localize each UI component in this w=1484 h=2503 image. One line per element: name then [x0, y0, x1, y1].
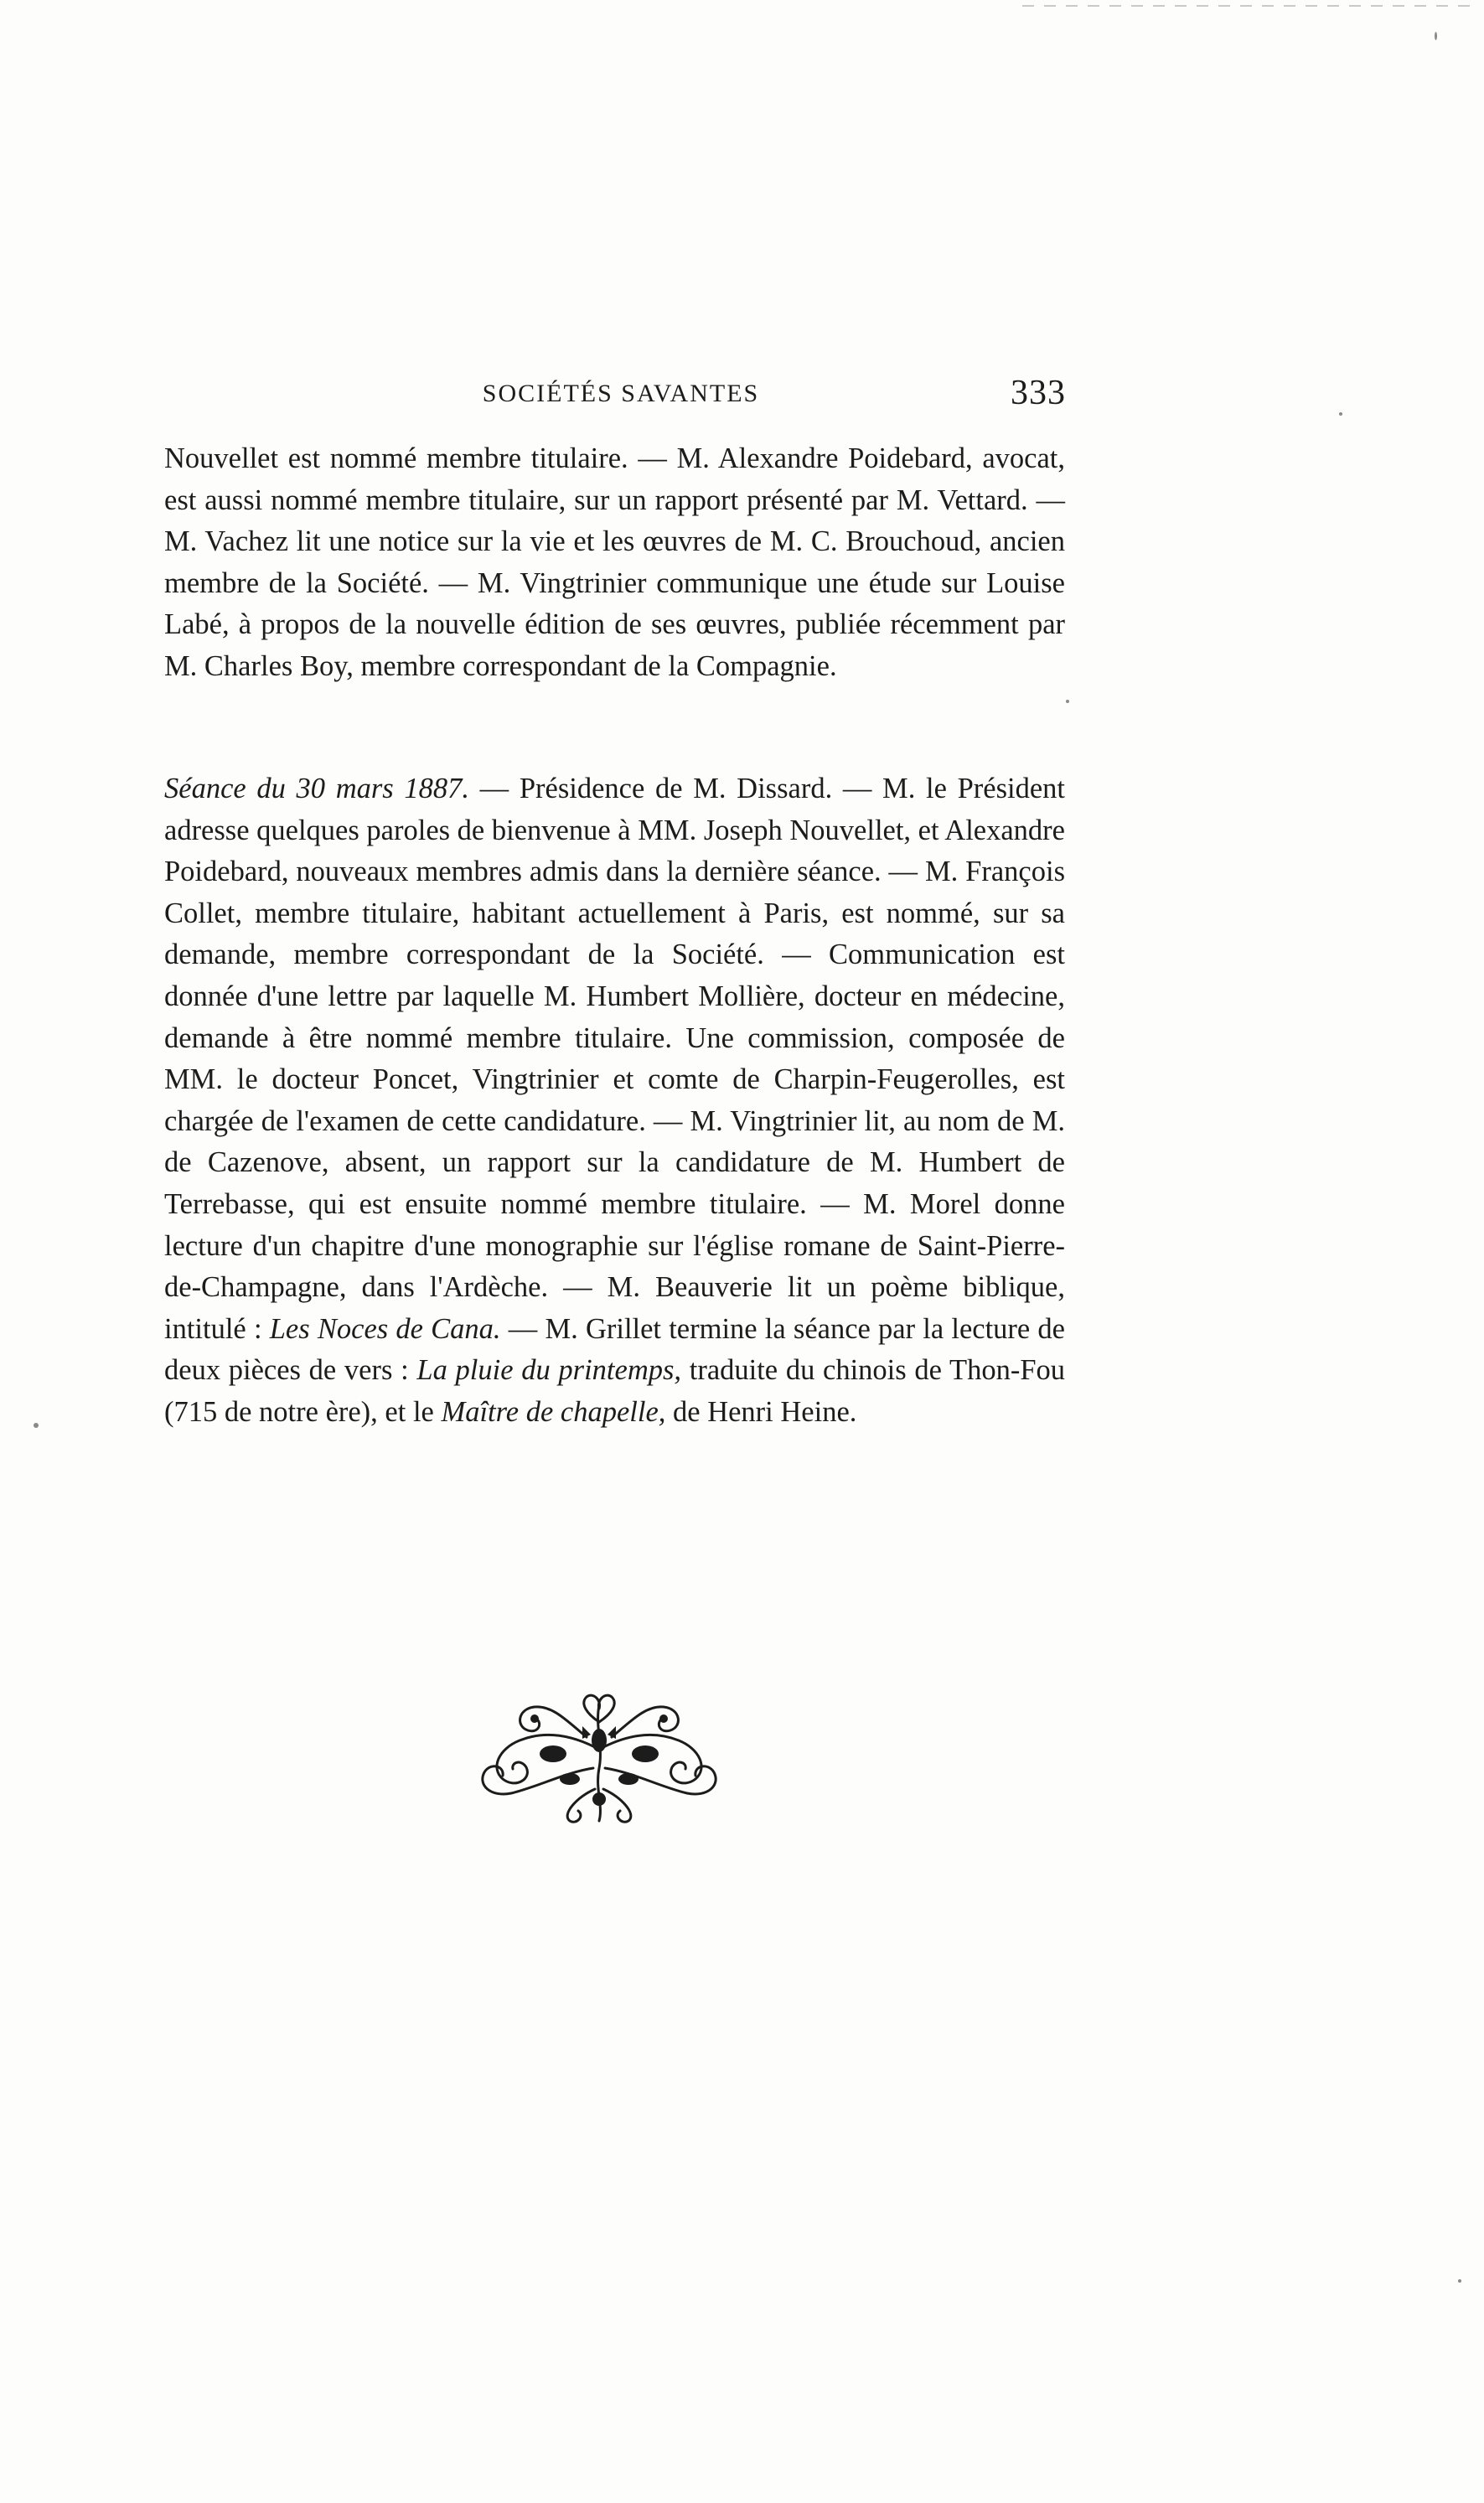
- work-title-noces: Les Noces de Cana.: [269, 1312, 501, 1345]
- work-title-pluie: La pluie du printemps,: [416, 1354, 682, 1387]
- session-date: Séance du 30 mars 1887.: [164, 773, 470, 804]
- scan-speck: [34, 1423, 39, 1428]
- seance-text-part-3: traduite du chinois de Thon-Fou (715 de notre ère), et le: [164, 1354, 1066, 1428]
- page-number: 333: [1011, 374, 1066, 412]
- floral-fleuron-icon: [469, 1688, 729, 1827]
- seance-text-part-4: de Henri Heine.: [665, 1395, 857, 1428]
- paragraph-continuation: Nouvellet est nommé membre titulaire. — M. Alexandre Poidebard, avocat, est aussi nommé membre titulaire, sur un rapport présenté par M. Vettard. — M. Vachez lit une notice sur la vie et les œuvres de M. C. Brouchoud, ancien membre de la Société. — M. Vingtrinier communique une étude sur Louise Labé, à propos de la nouvelle édition de ses œuvres, publiée récemment par M. Charles Boy, membre correspondant de la Compagnie.: [164, 442, 1065, 682]
- scan-speck: [1066, 700, 1069, 703]
- work-title-maitre: Maître de chapelle,: [441, 1395, 666, 1428]
- scan-speck: [1435, 32, 1437, 40]
- running-title: SOCIÉTÉS SAVANTES: [482, 380, 760, 407]
- scan-speck: [1458, 2279, 1461, 2283]
- top-edge-rule: [1022, 5, 1475, 7]
- seance-text-part-2: — M. Grillet termine la séance par la lecture de deux pièces de vers :: [164, 1312, 1065, 1387]
- seance-text-part-1: — Présidence de M. Dissard. — M. le Président adresse quelques paroles de bienvenue à MM. Joseph Nouvellet, et Alexandre Poidebard, nouveaux membres admis dans la dernière séance. — M. François Collet, membre titulaire, habitant actuellement à Paris, est nommé, sur sa demande, membre correspondant de la Société. — Communication est donnée d'une lettre par laquelle M. Humbert Mollière, docteur en médecine, demande à être nommé membre titulaire. Une commission, composée de MM. le docteur Poncet, Vingtrinier et comte de Charpin-Feugerolles, est chargée de l'examen de cette candidature. — M. Vingtrinier lit, au nom de M. de Cazenove, absent, un rapport sur la candidature de M. Humbert de Terrebasse, qui est ensuite nommé membre titulaire. — M. Morel donne lecture d'un chapitre d'une monographie sur l'église romane de Saint-Pierre-de-Champagne, dans l'Ardèche. — M. Beauverie lit un poème biblique, intitulé :: [164, 773, 1065, 1345]
- scan-speck: [1339, 412, 1342, 416]
- page-header: [164, 373, 1078, 423]
- paragraph-seance: [164, 768, 1065, 1434]
